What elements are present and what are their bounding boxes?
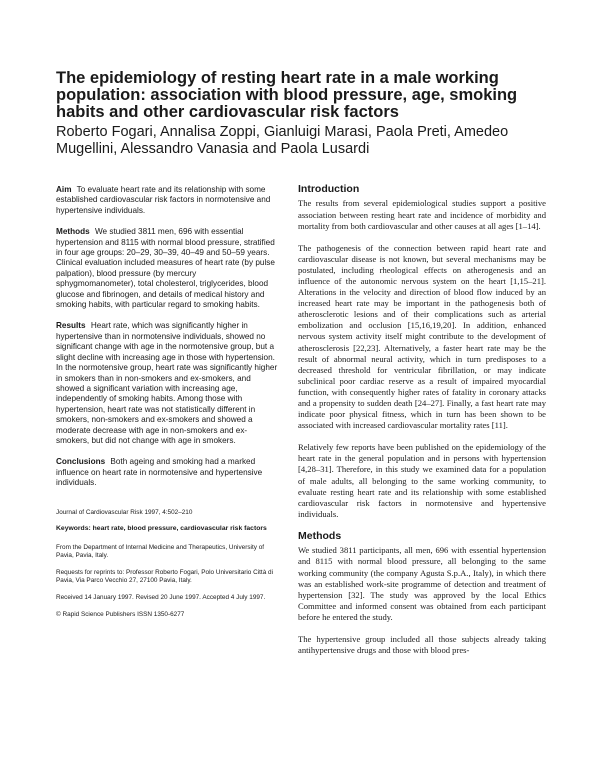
methods-text: We studied 3811 men, 696 with essential hypertension and 8115 with normal blood pressure, stratified in four age groups: 20–29, 30–39, 40–49 and 50–59 years. Clinical evaluation included measures of heart rate (by pulse palpation), blood pressure (by mercury sphygmomanometer), total cholesterol, triglycerides, blood glucose and fibrinogen, and details of medical history and smoking habits, with particular regard to smoking habits. — [56, 227, 275, 310]
methods-paragraph-1: We studied 3811 participants, all men, 696 with essential hypertension and 8115 with normal blood pressure, all belonging to the same working community (the company Agusta S.p.A., Italy), in which there was an established work-site programme of detection and treatment of hypertension [32]. The study was approved by the local Ethics Committee and informed consent was obtained from each participant before he entered the study. — [298, 545, 546, 622]
methods-paragraph-2: The hypertensive group included all those subjects already taking antihypertensive drugs and those with blood pres- — [298, 634, 546, 656]
author-list: Roberto Fogari, Annalisa Zoppi, Gianluigi Marasi, Paola Preti, Amedeo Mugellini, Alessandro Vanasia and Paola Lusardi — [56, 124, 509, 157]
abstract-conclusions — [56, 457, 278, 488]
methods-label: Methods — [56, 227, 90, 237]
journal-citation: Journal of Cardiovascular Risk 1997, 4:502–210 — [56, 508, 193, 516]
abstract-results — [56, 321, 278, 446]
conclusions-label: Conclusions — [56, 457, 106, 467]
aim-label: Aim — [56, 185, 72, 194]
methods-heading: Methods — [298, 529, 342, 542]
abstract-aim — [56, 185, 278, 216]
introduction-paragraph-3: Relatively few reports have been published on the epidemiology of the heart rate in the general population and in persons with hypertension [4,28–31]. Therefore, in this study we examined data for a population of male adults, all belonging to the same working community, to evaluate resting heart rate and its relationship with some established cardiovascular risk factors in normotensive and hypertensive individuals. — [298, 442, 546, 519]
correspondence: Requests for reprints to: Professor Roberto Fogari, Polo Universitario Città di Pavia, Via Parco Vecchio 27, 27100 Pavia, Italy. — [56, 568, 274, 584]
copyright: © Rapid Science Publishers ISSN 1350-6277 — [56, 610, 185, 618]
abstract-methods — [56, 227, 278, 310]
results-label: Results — [56, 321, 86, 331]
affiliation: From the Department of Internal Medicine and Therapeutics, University of Pavia, Pavia, Italy. — [56, 543, 265, 559]
received-dates: Received 14 January 1997. Revised 20 June 1997. Accepted 4 July 1997. — [56, 593, 266, 601]
body-column — [298, 184, 546, 667]
abstract-column — [56, 185, 278, 619]
introduction-paragraph-2: The pathogenesis of the connection between rapid heart rate and cardiovascular disease is not known, but several mechanisms may be postulated, including rheological effects on atherogenesis and an influence of the autonomic nervous system on the heart [1,15–21]. Alterations in the velocity and direction of blood flow induced by an increased heart rate may be important in the pathogenesis both of atherosclerotic lesions and of their complications such as arterial embolization and occlusion [15,16,19,20]. In addition, enhanced nervous system activity itself might contribute to the development of atherosclerosis [22,23]. Alternatively, a faster heart rate may be the result of abnormal neural activity, which in turn predisposes to a decreased threshold for ventricular fibrillation, or may indicate subclinical poor cardiac reserve as a result of impaired myocardial function, with consequently higher rates of fatality in coronary attacks and a propensity to sudden death [24–27]. Finally, a fast heart rate may indicate poor physical fitness, which in turn has been shown to be associated with increased cardiovascular mortality rates [11]. — [298, 242, 546, 431]
results-text: Heart rate, which was significantly higher in hypertensive than in normotensive individuals, showed no significant change with age in the normotensive group, but a slight decline with increasing age in those with hypertension. In the normotensive group, heart rate was significantly higher in smokers than in non-smokers and ex-smokers, and showed a significant variation with increasing age, independently of smoking habits. Among those with hypertension, heart rate was not statistically different in smokers, non-smokers and ex-smokers and showed a moderate decrease with age in non-smokers and ex-smokers, but did not change with age in smokers. — [56, 321, 278, 445]
article-metadata — [56, 509, 278, 619]
conclusions-text: Both ageing and smoking had a marked influence on heart rate in normotensive and hypertensive individuals. — [56, 457, 263, 488]
keywords: Keywords: heart rate, blood pressure, cardiovascular risk factors — [56, 524, 267, 532]
introduction-heading: Introduction — [298, 183, 360, 195]
introduction-paragraph-1: The results from several epidemiological studies support a positive association between resting heart rate and incidence of morbidity and mortality from both cardiovascular and other causes at all ages [1–14]. — [298, 198, 546, 231]
aim-text: To evaluate heart rate and its relationship with some established cardiovascular risk factors in normotensive and hypertensive individuals. — [56, 185, 271, 215]
article-title: The epidemiology of resting heart rate in a male working population: association with blood pressure, age, smoking habits and other cardiovascular risk factors — [56, 69, 518, 121]
